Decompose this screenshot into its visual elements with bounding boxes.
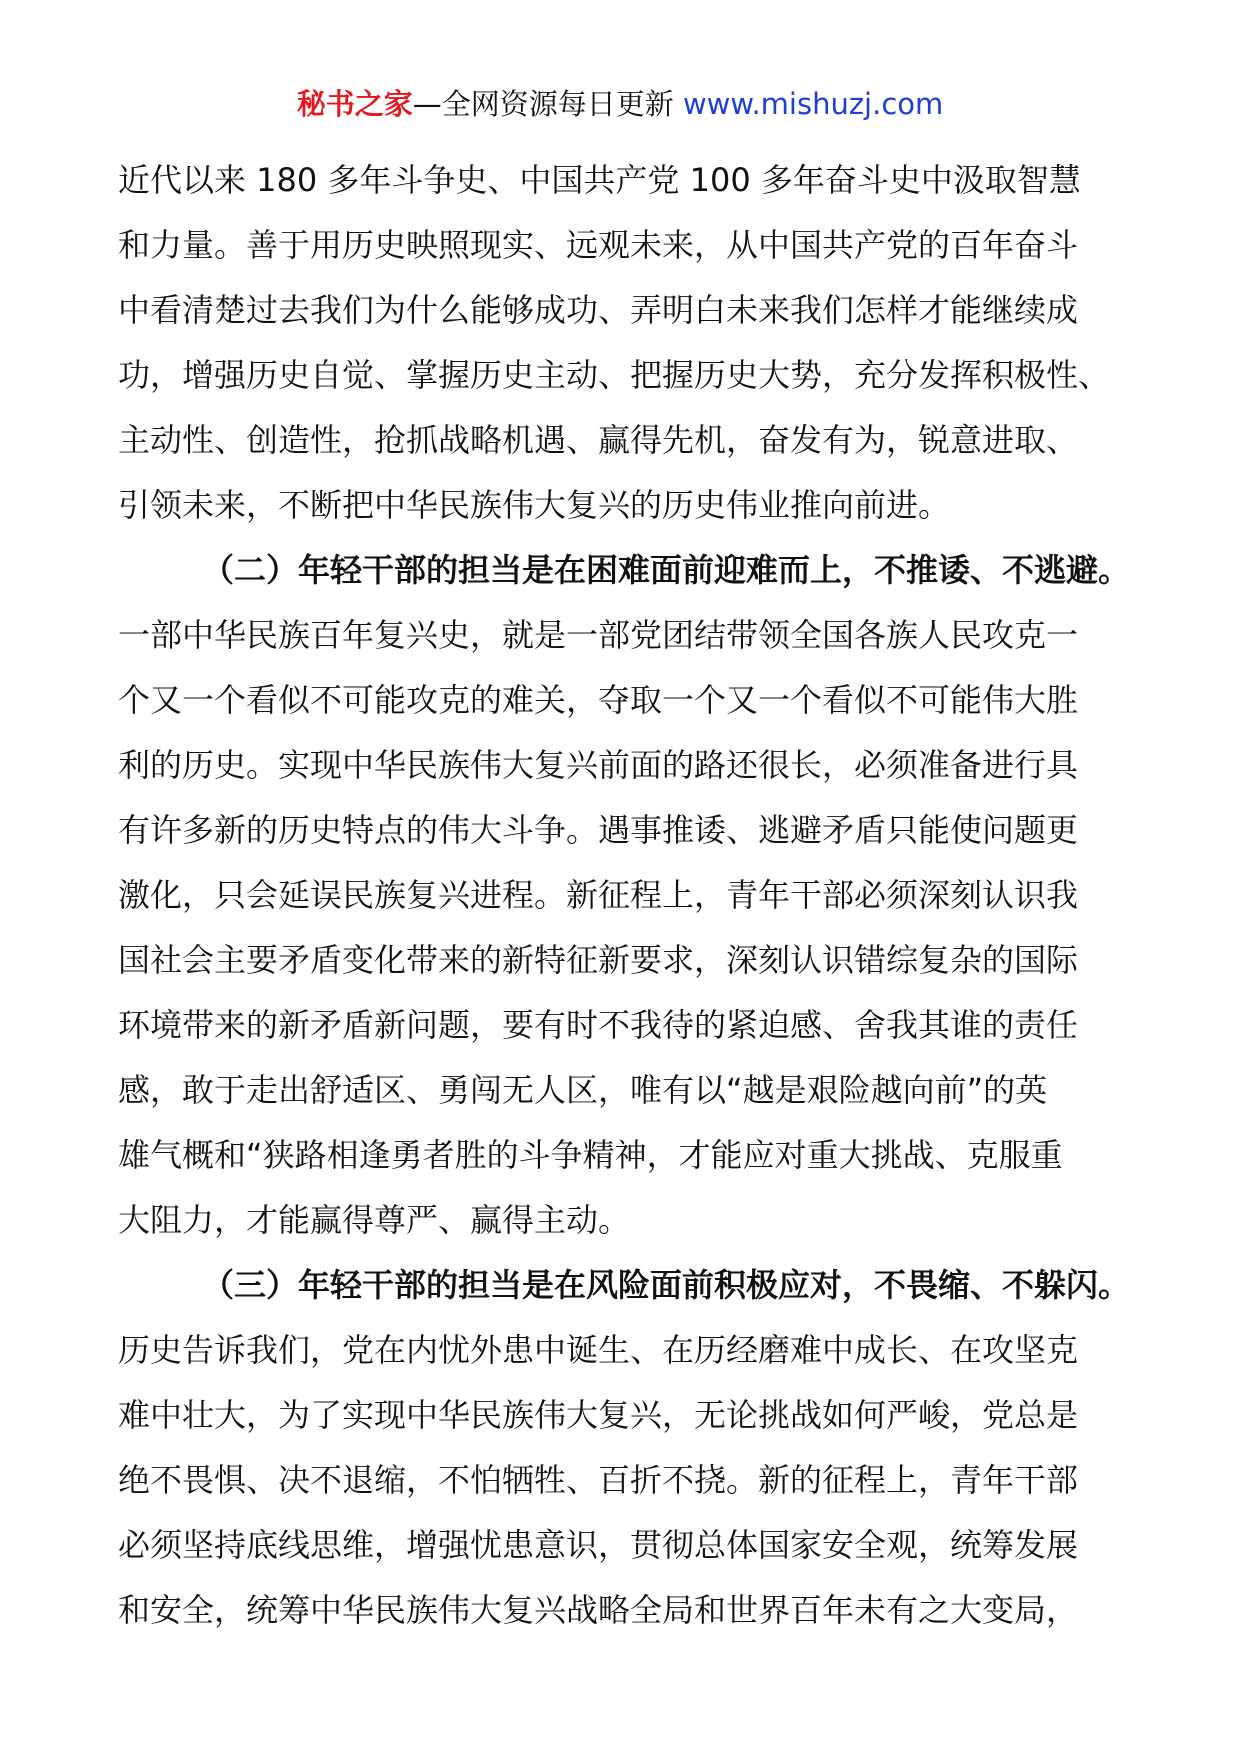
text-line: 个又一个看似不可能攻克的难关，夺取一个又一个看似不可能伟大胜 (118, 681, 1079, 719)
text-line: 功，增强历史自觉、掌握历史主动、把握历史大势，充分发挥积极性、 (118, 356, 1111, 394)
text-line: 有许多新的历史特点的伟大斗争。遇事推诿、逃避矛盾只能使问题更 (118, 811, 1079, 849)
text-line: 大阻力，才能赢得尊严、赢得主动。 (118, 1201, 631, 1239)
text-line: 一部中华民族百年复兴史，就是一部党团结带领全国各族人民攻克一 (118, 616, 1079, 654)
text-line: 中看清楚过去我们为什么能够成功、弄明白未来我们怎样才能继续成 (118, 291, 1079, 329)
text-line: 历史告诉我们，党在内忧外患中诞生、在历经磨难中成长、在攻坚克 (118, 1331, 1079, 1369)
brand-name: 秘书之家 (296, 87, 413, 121)
text-line: 雄气概和“狭路相逢勇者胜的斗争精神，才能应对重大挑战、克服重 (118, 1136, 1063, 1174)
text-line: 利的历史。实现中华民族伟大复兴前面的路还很长，必须准备进行具 (118, 746, 1079, 784)
text-line: 和安全，统筹中华民族伟大复兴战略全局和世界百年未有之大变局， (118, 1591, 1079, 1629)
website-link[interactable]: www.mishuzj.com (682, 87, 944, 121)
text-line: 感，敢于走出舒适区、勇闯无人区，唯有以“越是艰险越向前”的英 (118, 1071, 1048, 1109)
text-line: 难中壮大，为了实现中华民族伟大复兴，无论挑战如何严峻，党总是 (118, 1396, 1079, 1434)
text-line: 必须坚持底线思维，增强忧患意识，贯彻总体国家安全观，统筹发展 (118, 1526, 1079, 1564)
paragraph-1 (118, 148, 1128, 538)
paragraph-3 (118, 1318, 1128, 1643)
text-line: 环境带来的新矛盾新问题，要有时不我待的紧迫感、舍我其谁的责任 (118, 1006, 1079, 1044)
paragraph-2 (118, 603, 1128, 1253)
heading-text: （三）年轻干部的担当是在风险面前积极应对，不畏缩、不躲闪。 (202, 1266, 1131, 1304)
page-header (0, 84, 1240, 124)
section-heading-3 (118, 1253, 1131, 1318)
text-line: 绝不畏惧、决不退缩，不怕牺牲、百折不挠。新的征程上，青年干部 (118, 1461, 1079, 1499)
section-heading-2 (118, 538, 1131, 603)
text-line: 激化，只会延误民族复兴进程。新征程上，青年干部必须深刻认识我 (118, 876, 1079, 914)
header-slogan: —全网资源每日更新 (412, 87, 683, 121)
text-line: 近代以来 180 多年斗争史、中国共产党 100 多年奋斗史中汲取智慧 (118, 161, 1081, 199)
text-line: 国社会主要矛盾变化带来的新特征新要求，深刻认识错综复杂的国际 (118, 941, 1079, 979)
text-line: 引领未来，不断把中华民族伟大复兴的历史伟业推向前进。 (118, 486, 951, 524)
heading-text: （二）年轻干部的担当是在困难面前迎难而上，不推诿、不逃避。 (202, 551, 1131, 589)
text-line: 和力量。善于用历史映照现实、远观未来，从中国共产党的百年奋斗 (118, 226, 1079, 264)
document-body (118, 148, 1131, 1643)
text-line: 主动性、创造性，抢抓战略机遇、赢得先机，奋发有为，锐意进取、 (118, 421, 1079, 459)
